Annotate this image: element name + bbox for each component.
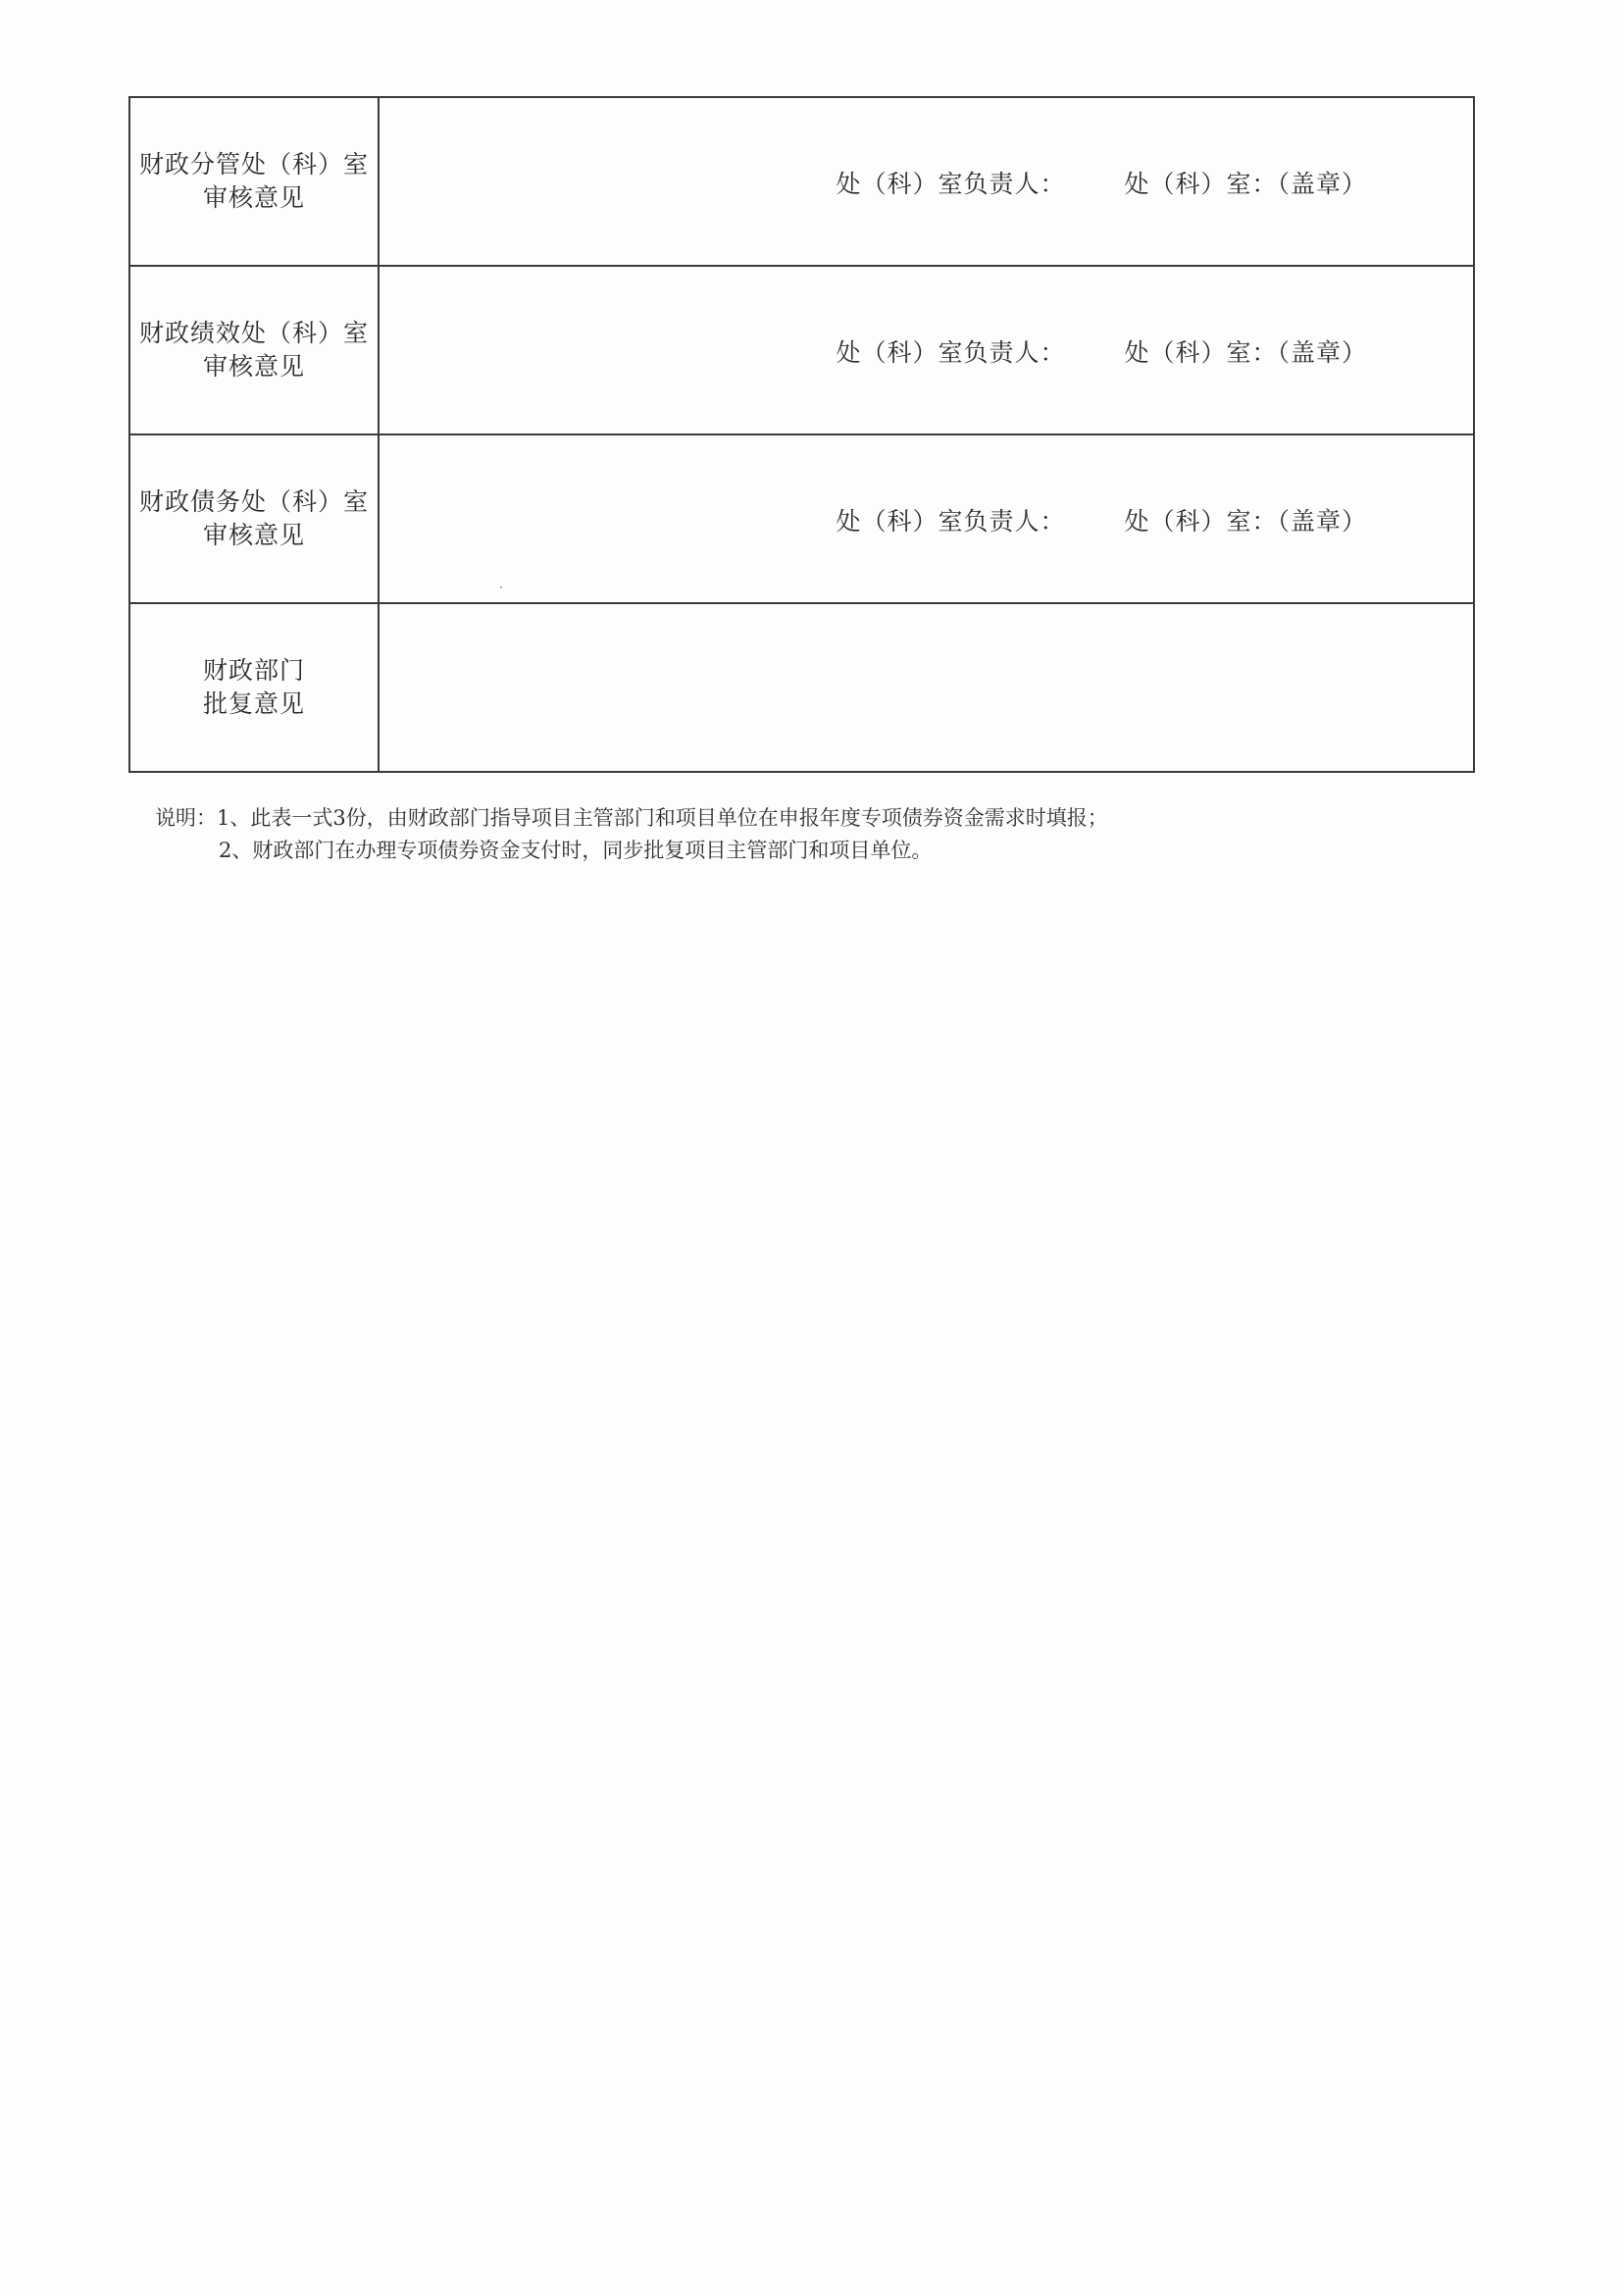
seal-label: 处（科）室：（盖章） xyxy=(1124,507,1367,535)
row-label-line: 财政分管处（科）室 xyxy=(138,150,369,178)
signature-line xyxy=(836,165,1367,200)
opinion-field-fiscal-performance[interactable] xyxy=(379,266,1474,434)
notes-section xyxy=(155,802,1108,867)
opinion-field-fiscal-debt[interactable] xyxy=(379,434,1474,603)
row-label-line: 审核意见 xyxy=(202,183,305,212)
row-label-line: 审核意见 xyxy=(202,521,305,549)
table-row xyxy=(129,266,1474,434)
seal-label: 处（科）室：（盖章） xyxy=(1124,338,1367,367)
opinion-field-fiscal-management[interactable] xyxy=(379,97,1474,266)
row-label-fiscal-performance xyxy=(129,266,379,434)
row-label-fiscal-management xyxy=(129,97,379,266)
table-row xyxy=(129,603,1474,772)
approval-form-table xyxy=(128,96,1475,773)
row-label-line: 财政绩效处（科）室 xyxy=(138,319,369,347)
row-label-line: 财政部门 xyxy=(202,656,305,685)
opinion-field-finance-approval[interactable] xyxy=(379,603,1474,772)
row-label-line: 财政债务处（科）室 xyxy=(138,487,369,516)
note-line-2: 2、财政部门在办理专项债券资金支付时，同步批复项目主管部门和项目单位。 xyxy=(219,839,933,862)
signature-line xyxy=(836,333,1367,369)
table-row xyxy=(129,97,1474,266)
note-line-1: 说明：1、此表一式3份，由财政部门指导项目主管部门和项目单位在申报年度专项债券资金需求时填报； xyxy=(155,806,1108,830)
row-label-line: 批复意见 xyxy=(202,689,305,718)
row-label-fiscal-debt xyxy=(129,434,379,603)
row-label-finance-approval xyxy=(129,603,379,772)
table-row xyxy=(129,434,1474,603)
responsible-person-label: 处（科）室负责人： xyxy=(836,338,1066,367)
seal-label: 处（科）室：（盖章） xyxy=(1124,170,1367,198)
responsible-person-label: 处（科）室负责人： xyxy=(836,170,1066,198)
scan-speck xyxy=(500,586,502,588)
row-label-line: 审核意见 xyxy=(202,352,305,381)
responsible-person-label: 处（科）室负责人： xyxy=(836,507,1066,535)
signature-line xyxy=(836,502,1367,537)
